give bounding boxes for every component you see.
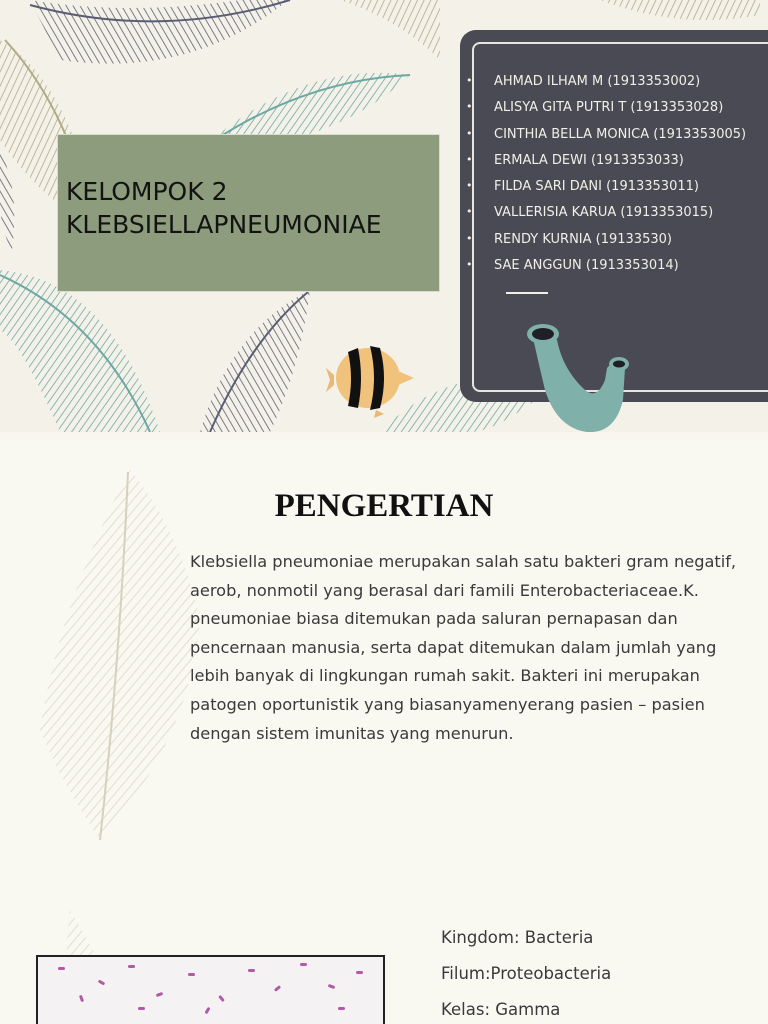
list-item: Kingdom: Bacteria (441, 928, 594, 947)
member-list (466, 74, 746, 284)
bullet-icon: • (466, 205, 473, 219)
definition-paragraph: Klebsiella pneumoniae merupakan salah satu bakteri gram negatif, aerob, nonmotil yang berasal dari famili Enterobacteriaceae.K. pneumoniae biasa ditemukan pada saluran pernapasan dan pencernaan manusia, serta dapat ditemukan dalam jumlah yang lebih banyak di lingkungan rumah sakit. Bakteri ini merupakan patogen oportunistik yang biasanyamenyerang pasien – pasien dengan sistem imunitas yang menurun. (190, 552, 737, 743)
slide-title-text (66, 175, 382, 241)
list-item (466, 100, 746, 126)
list-item (466, 258, 746, 284)
member-name: ERMALA DEWI (1913353033) (494, 152, 684, 168)
slide-title (0, 0, 768, 432)
member-name: AHMAD ILHAM M (1913353002) (494, 74, 701, 89)
title-box (57, 134, 440, 292)
bullet-icon: • (466, 126, 473, 140)
list-item: Kelas: Gamma (441, 1000, 561, 1019)
list-item (466, 127, 746, 153)
bullet-icon: • (466, 100, 473, 114)
tube-illustration (515, 310, 645, 432)
bacteria-dot (138, 1007, 145, 1010)
bacteria-dot (188, 973, 195, 976)
feather-slate-top (30, 0, 300, 64)
bacteria-dot (274, 985, 281, 992)
fish-illustration (326, 340, 416, 420)
bacteria-dot (218, 995, 225, 1002)
list-item (466, 232, 746, 258)
bacteria-dot (248, 969, 255, 972)
feather-slate-bottom (200, 290, 310, 432)
member-name: CINTHIA BELLA MONICA (1913353005) (494, 126, 747, 142)
bullet-icon: • (466, 179, 473, 193)
member-name: RENDY KURNIA (19133530) (494, 231, 672, 247)
member-name: VALLERISIA KARUA (1913353015) (494, 205, 714, 221)
list-item (466, 205, 746, 231)
bacteria-dot (156, 992, 164, 997)
group-title: KELOMPOK 2 (66, 177, 228, 206)
taxonomy-list (441, 928, 611, 1024)
member-name: SAE ANGGUN (1913353014) (494, 258, 679, 274)
topic-title: KLEBSIELLAPNEUMONIAE (66, 210, 382, 239)
bacteria-dot (338, 1007, 345, 1010)
bacteria-dot (204, 1007, 210, 1015)
bullet-icon: • (466, 258, 473, 272)
bacteria-dot (356, 971, 363, 974)
bacteria-dot (79, 995, 84, 1003)
bacteria-dot (98, 979, 106, 985)
member-name: ALISYA GITA PUTRI T (1913353028) (494, 100, 724, 116)
bullet-icon: • (466, 152, 473, 166)
feather-slate-left (0, 150, 14, 250)
bullet-icon: • (466, 231, 473, 245)
bacteria-dot (58, 967, 65, 970)
slide-definition (0, 440, 768, 1024)
feather-teal-bottom (0, 270, 160, 432)
list-item (466, 179, 746, 205)
bacteria-dot (328, 984, 336, 989)
member-name: FILDA SARI DANI (1913353011) (494, 179, 699, 195)
bullet-icon: • (466, 74, 473, 87)
microscope-image (36, 955, 385, 1024)
bacteria-dot (128, 965, 135, 968)
bacteria-dot (300, 963, 307, 966)
list-item (466, 74, 746, 100)
list-item (466, 153, 746, 179)
section-heading: PENGERTIAN (274, 488, 494, 524)
list-item: Filum:Proteobacteria (441, 964, 612, 983)
underline-mark (506, 292, 548, 294)
